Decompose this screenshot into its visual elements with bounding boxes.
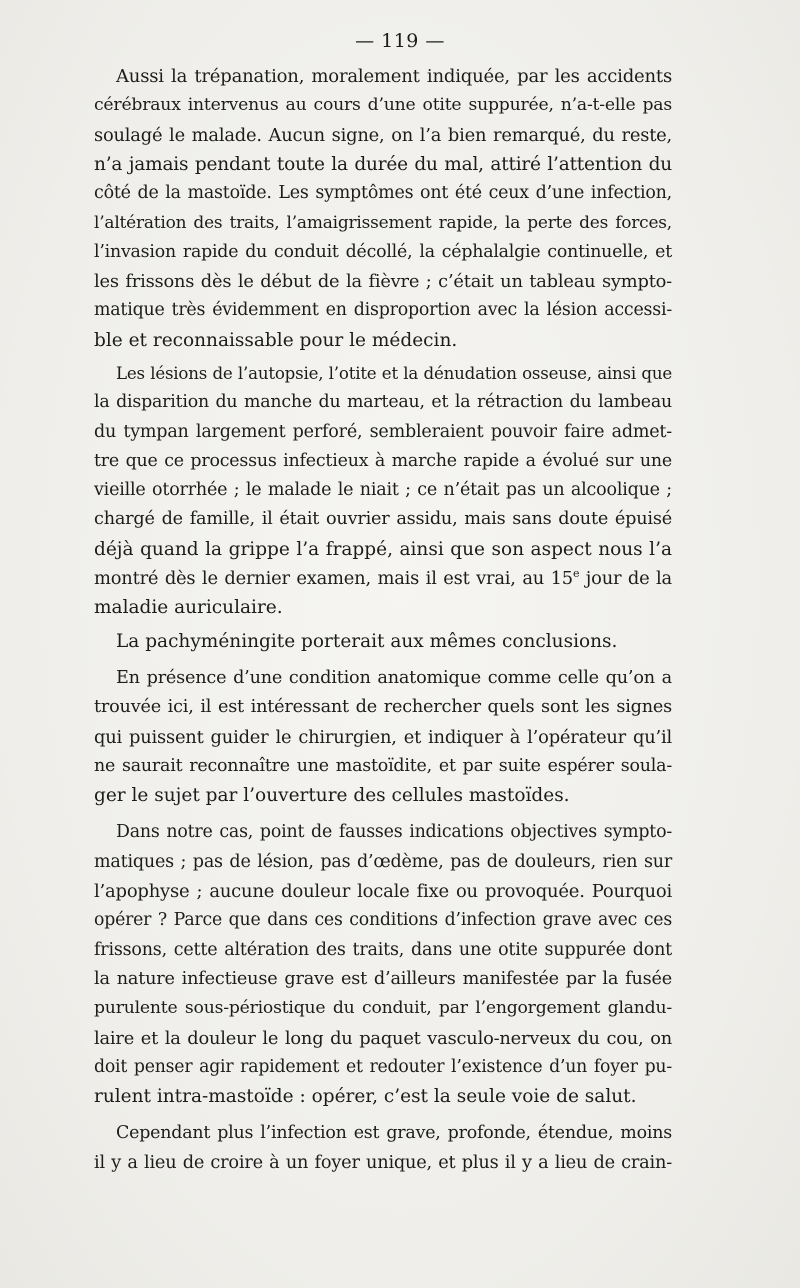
text-line: matiques ; pas de lésion, pas d’œdème, pas de douleurs, rien sur (94, 851, 672, 872)
paragraph-5 (94, 818, 672, 1111)
paragraph-1 (94, 62, 672, 355)
text-line: La pachyméningite porterait aux mêmes conclusions. (116, 630, 618, 652)
text-line: ger le sujet par l’ouverture des cellules mastoïdes. (94, 785, 570, 807)
page-number: — 119 — (355, 30, 445, 52)
text-line: trouvée ici, il est intéressant de rechercher quels sont les signes (94, 697, 672, 718)
paragraph-2 (94, 359, 672, 623)
text-line: qui puissent guider le chirurgien, et indiquer à l’opérateur qu’il (94, 726, 672, 748)
text-segment: montré dès le dernier examen, mais il est vrai, au 15 (94, 568, 573, 590)
text-line: l’invasion rapide du conduit décollé, la céphalalgie continuelle, et (94, 241, 672, 262)
text-line: ne saurait reconnaître une mastoïdite, et par suite espérer soula- (94, 755, 672, 776)
text-line: la disparition du manche du marteau, et la rétraction du lambeau (94, 392, 672, 413)
text-line: chargé de famille, il était ouvrier assidu, mais sans doute épuisé (94, 509, 672, 530)
paragraph-4 (94, 664, 672, 810)
text-line: En présence d’une condition anatomique comme celle qu’on a (116, 667, 672, 688)
text-line: laire et la douleur le long du paquet vasculo-nerveux du cou, on (94, 1027, 672, 1049)
text-line: matique très évidemment en disproportion avec la lésion accessi- (94, 300, 672, 321)
text-line: opérer ? Parce que dans ces conditions d’infection grave avec ces (94, 910, 672, 931)
text-line: côté de la mastoïde. Les symptômes ont été ceux d’une infection, (94, 183, 672, 204)
text-line: cérébraux intervenus au cours d’une otite suppurée, n’a-t-elle pas (94, 95, 672, 116)
text-line: purulente sous-périostique du conduit, par l’engorgement glandu- (94, 998, 672, 1019)
text-line: du tympan largement perforé, sembleraient pouvoir faire admet- (94, 421, 672, 442)
text-line: frissons, cette altération des traits, dans une otite suppurée dont (94, 939, 672, 960)
text-line: tre que ce processus infectieux à marche rapide a évolué sur une (94, 450, 672, 471)
text-line: soulagé le malade. Aucun signe, on l’a bien remarqué, du reste, (94, 124, 672, 146)
text-line: maladie auriculaire. (94, 597, 283, 619)
text-line: Aussi la trépanation, moralement indiquée, par les accidents (116, 66, 672, 87)
text-line: Cependant plus l’infection est grave, profonde, étendue, moins (116, 1123, 672, 1144)
text-line: l’altération des traits, l’amaigrissement rapide, la perte des forces, (94, 212, 672, 233)
text-line: l’apophyse ; aucune douleur locale fixe ou provoquée. Pourquoi (94, 881, 672, 903)
paragraph-3 (94, 627, 672, 656)
text-line-with-superscript (94, 564, 672, 593)
body-text (94, 62, 672, 1178)
text-line: n’a jamais pendant toute la durée du mal, attiré l’attention du (94, 153, 672, 175)
text-line: Dans notre cas, point de fausses indications objectives sympto- (116, 822, 672, 843)
text-line: ble et reconnaissable pour le médecin. (94, 329, 458, 351)
text-segment: jour de la (579, 568, 672, 590)
paragraph-6 (94, 1119, 672, 1178)
text-line: il y a lieu de croire à un foyer unique, et plus il y a lieu de crain- (94, 1152, 672, 1173)
text-line: vieille otorrhée ; le malade le niait ; ce n’était pas un alcoolique ; (94, 480, 672, 501)
text-line: les frissons dès le début de la fièvre ; c’était un tableau sympto- (94, 271, 672, 293)
superscript: e (572, 567, 580, 581)
text-line: la nature infectieuse grave est d’ailleurs manifestée par la fusée (94, 968, 672, 989)
text-line: déjà quand la grippe l’a frappé, ainsi que son aspect nous l’a (94, 538, 672, 560)
text-line: rulent intra-mastoïde : opérer, c’est la seule voie de salut. (94, 1086, 637, 1108)
text-line: doit penser agir rapidement et redouter l’existence d’un foyer pu- (94, 1056, 672, 1077)
text-line: Les lésions de l’autopsie, l’otite et la dénudation osseuse, ainsi que (116, 363, 672, 383)
